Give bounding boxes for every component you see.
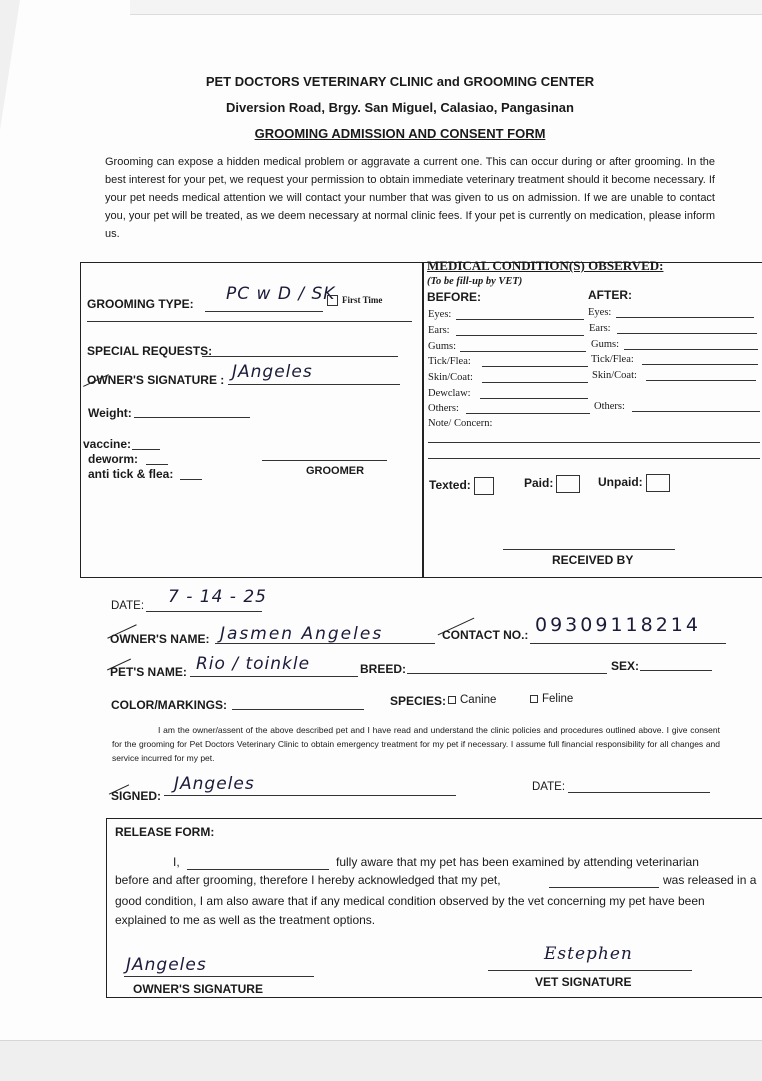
contact-label: CONTACT NO.: [442, 628, 529, 642]
first-time-label: First Time [342, 295, 383, 305]
after-eyes-label: Eyes: [588, 307, 612, 318]
after-gums-line[interactable] [624, 349, 758, 350]
feline-checkbox[interactable] [530, 695, 538, 703]
special-requests-label: SPECIAL REQUESTS: [87, 344, 213, 358]
antitick-label: anti tick & flea: [88, 467, 174, 481]
owner-name-label: OWNER'S NAME: [110, 632, 210, 646]
medical-subtitle: (To be fill-up by VET) [427, 276, 523, 287]
feline-option[interactable] [530, 693, 573, 705]
groomer-line[interactable] [262, 460, 387, 461]
consent-paragraph: I am the owner/assent of the above described pet and I have read and understand the clinic policies and procedures outlined above. I give consent for the grooming for Pet Doctors Veterinary Clinic to obtain emergency treatment for my pet if necessary. I assume full financial responsibility for all changes and service incurred for my pet. [112, 725, 720, 763]
pet-name-label: PET'S NAME: [110, 665, 187, 679]
vet-sig-value[interactable]: Estephen [544, 944, 633, 964]
grooming-type-value[interactable]: PC w D / SK [226, 284, 336, 304]
texted-checkbox[interactable] [474, 477, 494, 495]
release-owner-sig-line [124, 976, 314, 977]
release-title: RELEASE FORM: [115, 825, 215, 839]
page-top-edge [130, 0, 762, 15]
release-line4-text: explained to me as well as the treatment options. [115, 913, 376, 927]
paid-label: Paid: [524, 476, 554, 491]
before-tick-line[interactable] [482, 366, 588, 367]
clinic-name: PET DOCTORS VETERINARY CLINIC and GROOMING CENTER [205, 74, 595, 89]
before-skin-line[interactable] [482, 382, 588, 383]
note-line-2[interactable] [428, 458, 760, 459]
after-tick-line[interactable] [642, 364, 758, 365]
consent-date-label: DATE: [532, 781, 566, 793]
before-dewclaw-label: Dewclaw: [428, 388, 471, 399]
contact-line [530, 643, 726, 644]
feline-label: Feline [542, 693, 574, 705]
received-by-line[interactable] [503, 549, 675, 550]
texted-field[interactable] [429, 477, 494, 495]
date-value[interactable]: 7 - 14 - 25 [168, 587, 267, 607]
after-gums-label: Gums: [591, 339, 620, 350]
page-bottom-edge [0, 1040, 762, 1081]
first-time-checkbox[interactable] [327, 295, 382, 306]
before-skin-label: Skin/Coat: [428, 372, 473, 383]
signed-label: SIGNED: [111, 789, 162, 803]
after-eyes-line[interactable] [616, 317, 754, 318]
before-others-label: Others: [428, 403, 459, 414]
after-tick-label: Tick/Flea: [591, 354, 634, 365]
canine-label: Canine [460, 694, 497, 706]
before-tick-label: Tick/Flea: [428, 356, 471, 367]
deworm-line[interactable] [146, 464, 168, 465]
before-label: BEFORE: [427, 290, 481, 304]
unpaid-checkbox[interactable] [646, 474, 670, 492]
after-ears-label: Ears: [589, 323, 611, 334]
pet-name-value[interactable]: Rio / toinkle [196, 654, 311, 674]
after-skin-label: Skin/Coat: [592, 370, 637, 381]
intro-paragraph: Grooming can expose a hidden medical problem or aggravate a current one. This can occur during or after grooming. In the best interest for your pet, we request your permission to obtain immediate veterinary treatment should it become necessary. If your pet needs medical attention we will contact your number that was given to us on admission. If we are unable to contact you, your pet will be treated, as we deem necessary at normal clinic fees. If your pet is currently on medication, please inform us. [105, 156, 715, 240]
pet-name-line [190, 676, 358, 677]
color-markings-line[interactable] [232, 709, 364, 710]
owner-signature-line [228, 384, 400, 385]
before-dewclaw-line[interactable] [480, 398, 588, 399]
owner-name-value[interactable]: Jasmen Angeles [220, 624, 384, 644]
texted-label: Texted: [429, 478, 471, 493]
release-owner-sig-value[interactable]: JAngeles [126, 955, 207, 975]
release-line2-end: was released in a [663, 873, 757, 887]
first-time-box-icon [327, 295, 338, 306]
before-gums-label: Gums: [428, 341, 457, 352]
vaccine-line[interactable] [132, 449, 160, 450]
deworm-label: deworm: [88, 452, 139, 466]
unpaid-field[interactable] [598, 474, 670, 492]
antitick-line[interactable] [180, 479, 202, 480]
after-others-line[interactable] [632, 411, 760, 412]
paid-checkbox[interactable] [556, 475, 580, 493]
weight-line[interactable] [134, 417, 250, 418]
grooming-type-line [205, 311, 323, 312]
clinic-address: Diversion Road, Brgy. San Miguel, Calasiao, Pangasinan [226, 100, 574, 115]
species-label: SPECIES: [390, 694, 447, 708]
date-line [146, 611, 262, 612]
color-markings-label: COLOR/MARKINGS: [111, 698, 227, 712]
after-skin-line[interactable] [646, 380, 756, 381]
canine-checkbox[interactable] [448, 696, 456, 704]
special-requests-line[interactable] [202, 356, 398, 357]
note-concern-label: Note/ Concern: [428, 418, 493, 429]
paid-field[interactable] [524, 475, 580, 493]
release-line3-text: good condition, I am also aware that if any medical condition observed by the vet concerning my pet have been [115, 894, 705, 908]
owner-signature-label: OWNER'S SIGNATURE : [87, 373, 225, 387]
before-eyes-label: Eyes: [428, 309, 452, 320]
received-by-label: RECEIVED BY [552, 553, 634, 567]
consent-date-line[interactable] [568, 792, 710, 793]
breed-line[interactable] [407, 673, 607, 674]
vet-sig-line [488, 970, 692, 971]
canine-option[interactable] [448, 694, 496, 706]
release-owner-sig-label: OWNER'S SIGNATURE [133, 982, 263, 996]
sex-line[interactable] [640, 670, 712, 671]
after-ears-line[interactable] [617, 333, 757, 334]
vet-sig-label: VET SIGNATURE [535, 975, 632, 989]
groomer-label: GROOMER [306, 465, 365, 477]
page-fold-corner [0, 0, 20, 130]
weight-label: Weight: [88, 406, 132, 420]
before-eyes-line[interactable] [456, 319, 584, 320]
release-i-label: I, [173, 855, 180, 869]
release-name-line[interactable] [187, 869, 329, 870]
vaccine-label: vaccine: [83, 437, 132, 451]
sex-label: SEX: [611, 659, 640, 673]
breed-label: BREED: [360, 662, 407, 676]
contact-value[interactable]: 09309118214 [535, 614, 701, 636]
after-label: AFTER: [588, 288, 632, 302]
after-others-label: Others: [594, 401, 625, 412]
release-line1-text: fully aware that my pet has been examined by attending veterinarian [336, 855, 699, 869]
before-ears-line[interactable] [456, 335, 584, 336]
unpaid-label: Unpaid: [598, 475, 643, 490]
before-others-line[interactable] [466, 413, 590, 414]
signed-value[interactable]: JAngeles [174, 774, 255, 794]
medical-title: MEDICAL CONDITION(S) OBSERVED: [427, 258, 664, 273]
form-title: GROOMING ADMISSION AND CONSENT FORM [254, 126, 546, 141]
date-label: DATE: [111, 600, 145, 612]
release-pet-line[interactable] [549, 887, 659, 888]
note-line-1[interactable] [428, 442, 760, 443]
grooming-type-label: GROOMING TYPE: [87, 297, 194, 311]
release-line2-text: before and after grooming, therefore I hereby acknowledged that my pet, [115, 873, 501, 887]
before-gums-line[interactable] [460, 351, 586, 352]
before-ears-label: Ears: [428, 325, 450, 336]
grooming-extra-line [87, 321, 412, 322]
owner-signature-value[interactable]: JAngeles [232, 362, 313, 382]
signed-line [164, 795, 456, 796]
